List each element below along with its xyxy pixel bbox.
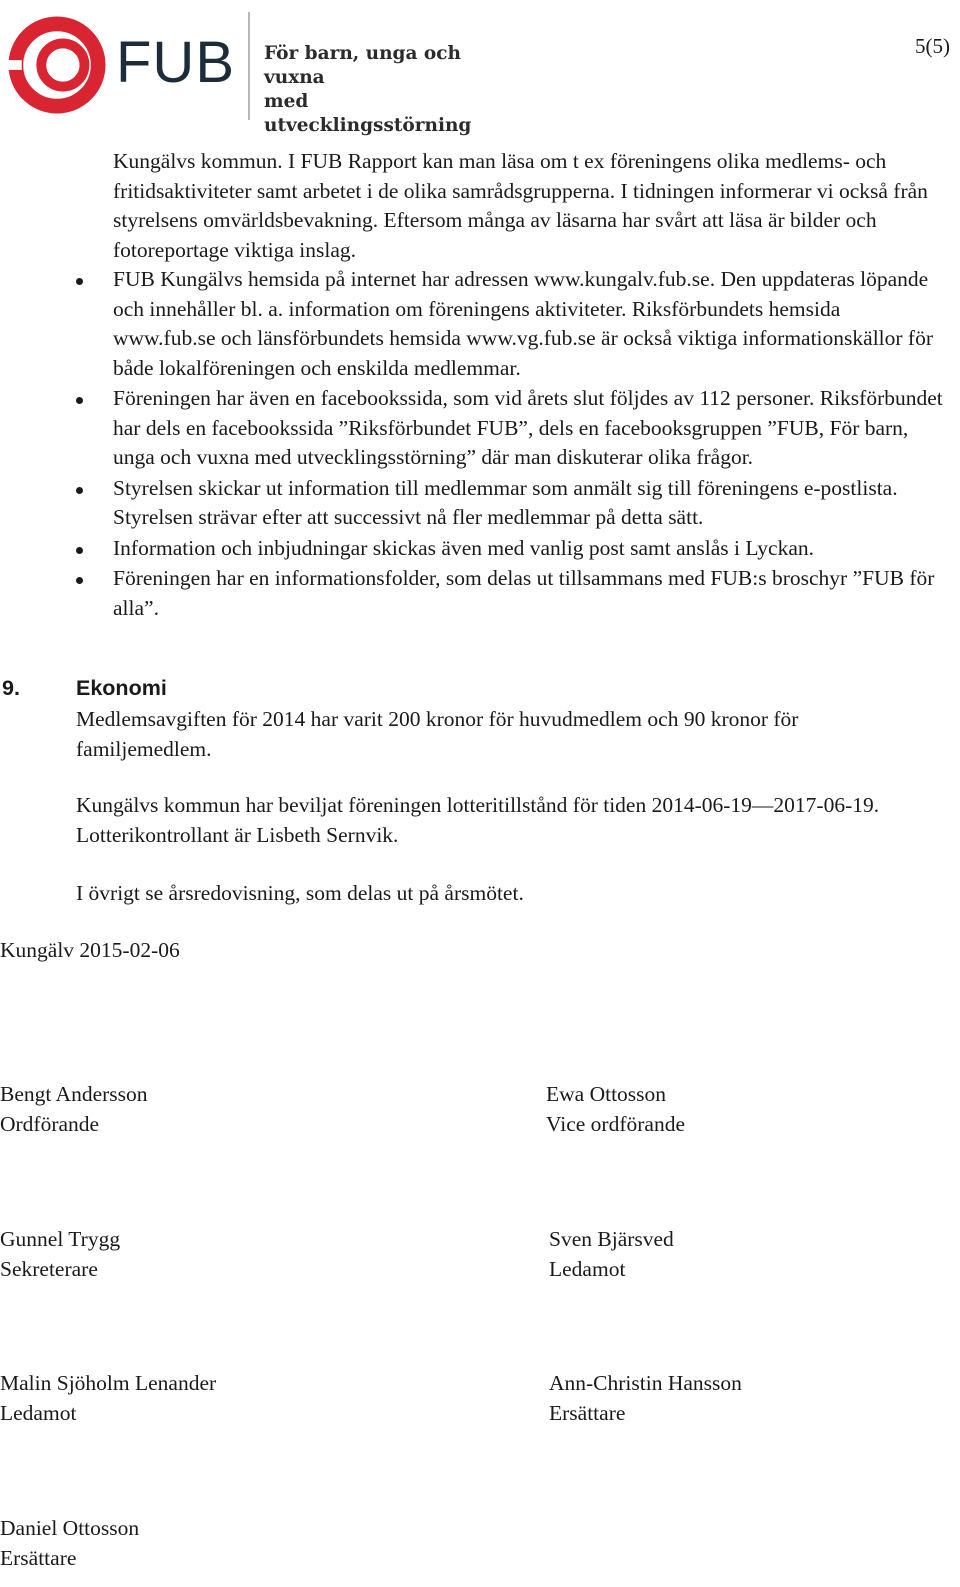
list-item-text: Styrelsen skickar ut information till medlemmar som anmält sig till föreningens e-postlista. Styrelsen strävar efter att successivt nå fler medlemmar på detta sätt. (113, 475, 898, 529)
section-number: 9. (2, 676, 20, 700)
signature-block (0, 1225, 120, 1284)
bullet-icon (76, 577, 83, 584)
section-heading: Ekonomi (76, 676, 167, 700)
signatory-role: Sekreterare (0, 1256, 98, 1281)
list-item (0, 384, 943, 473)
place-date: Kungälv 2015-02-06 (0, 938, 180, 962)
signatory-role: Ledamot (0, 1400, 77, 1425)
logo-wordmark: FUB (116, 30, 235, 95)
signatory-role: Ersättare (549, 1400, 626, 1425)
signature-block (0, 1369, 216, 1428)
signatory-name: Malin Sjöholm Lenander (0, 1371, 217, 1395)
logo-tagline (264, 42, 488, 138)
section-paragraph: Medlemsavgiften för 2014 har varit 200 kronor för huvudmedlem och 90 kronor för familjemedlem. (76, 707, 799, 761)
signatory-name: Ann-Christin Hansson (549, 1371, 742, 1395)
signatory-name: Bengt Andersson (0, 1082, 148, 1106)
signatory-name: Daniel Ottosson (0, 1516, 140, 1540)
signature-block (0, 1514, 139, 1573)
list-item (0, 474, 943, 533)
bullet-icon (76, 278, 83, 285)
list-item-text: Föreningen har en informationsfolder, som delas ut tillsammans med FUB:s broschyr ”FUB för alla”. (113, 566, 935, 620)
signatory-name: Ewa Ottosson (546, 1082, 667, 1106)
list-item (0, 534, 943, 564)
signatory-name: Sven Bjärsved (549, 1227, 674, 1251)
signatory-role: Ordförande (0, 1111, 100, 1136)
logo-divider (248, 12, 250, 120)
list-item-text: Föreningen har även en facebookssida, som vid årets slut följdes av 112 personer. Riksförbundet har dels en facebookssida ”Riksförbundet FUB”, dels en facebooksgruppen ”FUB, För barn, unga och vuxna med utvecklingsstörning” där man diskuterar olika frågor. (113, 386, 943, 469)
signature-block (0, 1080, 148, 1139)
section-paragraph: I övrigt se årsredovisning, som delas ut på årsmötet. (76, 881, 524, 905)
bullet-icon (76, 487, 83, 494)
bullet-icon (76, 547, 83, 554)
signatory-name: Gunnel Trygg (0, 1227, 121, 1251)
list-item (0, 564, 943, 623)
list-item-text: Information och inbjudningar skickas även med vanlig post samt anslås i Lyckan. (113, 535, 814, 560)
logo-tagline-line-1: För barn, unga och vuxna (264, 43, 461, 88)
bullet-icon (76, 397, 83, 404)
signatory-role: Ledamot (549, 1256, 626, 1281)
signature-block (549, 1369, 742, 1428)
signatory-role: Vice ordförande (546, 1111, 685, 1136)
list-item-text: FUB Kungälvs hemsida på internet har adressen www.kungalv.fub.se. Den uppdateras löpande och innehåller bl. a. information om föreningens aktiviteter. Riksförbundets hemsida www.fub.se och länsförbundets hemsida www.vg.fub.se är också viktiga informationskällor för både lokalföreningen och enskilda medlemmar. (113, 267, 933, 380)
signature-block (549, 1225, 674, 1284)
fub-logo (8, 12, 488, 136)
signature-block (546, 1080, 685, 1139)
intro-paragraph: Kungälvs kommun. I FUB Rapport kan man läsa om t ex föreningens olika medlems- och fritidsaktiviteter samt arbetet i de olika samrådsgrupperna. I tidningen informerar vi också från styrelsens omvärldsbevakning. Eftersom många av läsarna har svårt att läsa är bilder och fotoreportage viktiga inslag. (113, 149, 928, 262)
bullet-list (0, 265, 960, 623)
page-number: 5(5) (915, 34, 950, 58)
fub-ring-logo-icon (8, 16, 106, 114)
section-paragraph: Kungälvs kommun har beviljat föreningen lotteritillstånd för tiden 2014-06-19—2017-06-19. Lotterikontrollant är Lisbeth Sernvik. (76, 793, 880, 847)
logo-tagline-line-2: med utvecklingsstörning (264, 91, 472, 136)
signatory-role: Ersättare (0, 1545, 77, 1570)
list-item (0, 265, 943, 383)
